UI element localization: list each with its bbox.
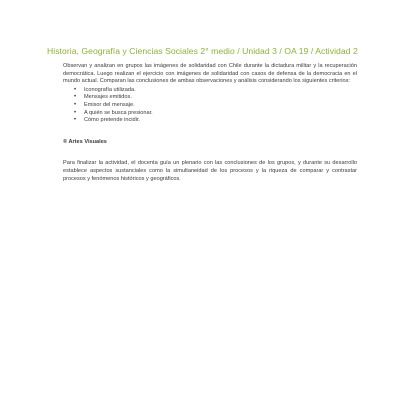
section-title: ® Artes Visuales — [63, 138, 107, 145]
criteria-item: • Iconografía utilizada. — [74, 87, 357, 95]
closing-paragraph: Para finalizar la actividad, el docenta guía un plenario con las conclusiones de los grupos, y durante su desarrollo establece aspectos sustanciales como la simultaneidad de los procesos y la riqueza de comparar y contrastar procesos y fenómenos históricos y geográficos. — [63, 160, 357, 182]
criteria-item: • Mensajes emitidos. — [74, 94, 357, 102]
intro-paragraph: Observan y analizan en grupos las imágenes de solidaridad con Chile durante la dictadura militar y la recuperación democrática. Luego realizan el ejercicio con imágenes de solidaridad con casos de defensa de la democracia en el mundo actual. Comparan las conclusiones de ambas observaciones y análisis considerando los siguientes criterios: — [63, 63, 357, 85]
activity-body — [63, 63, 357, 183]
criteria-item: • A quién se busca presionar. — [74, 110, 357, 118]
page-header-title: Historia, Geografía y Ciencias Sociales 2° medio / Unidad 3 / OA 19 / Actividad 2 — [47, 46, 358, 56]
criteria-item: • Cómo pretende incidir. — [74, 117, 357, 125]
criteria-item: • Emisor del mensaje. — [74, 102, 357, 110]
criteria-list — [63, 87, 357, 125]
